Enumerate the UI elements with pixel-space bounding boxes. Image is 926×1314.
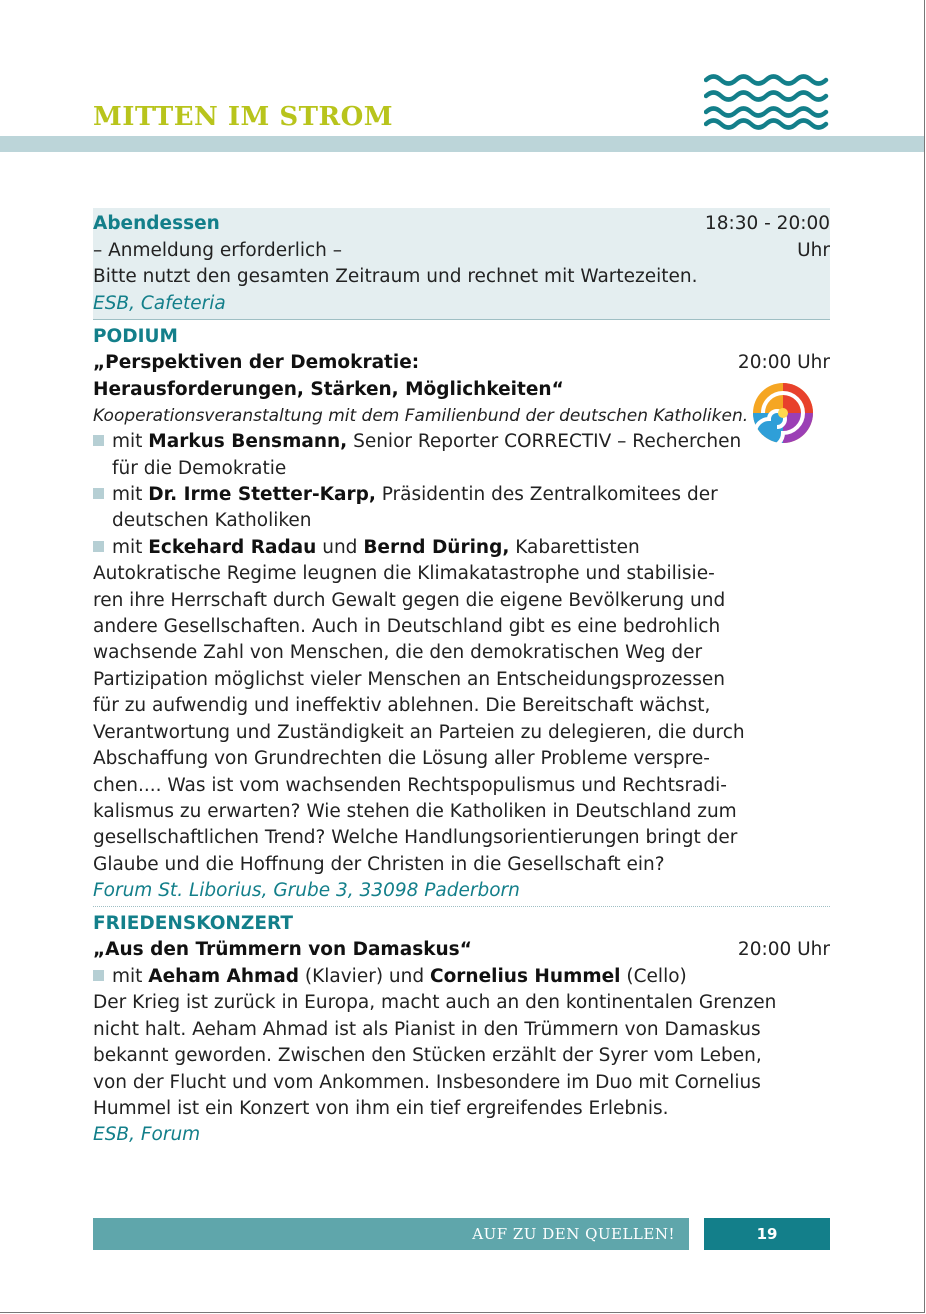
- podium-body-line: Glaube und die Hoffnung der Christen in die Gesellschaft ein?: [93, 854, 665, 875]
- speaker-name: Markus Bensmann,: [148, 431, 348, 452]
- konzert-title: „Aus den Trümmern von Damaskus“: [93, 939, 472, 960]
- podium-body-line: Verantwortung und Zuständigkeit an Parteien zu delegieren, die durch: [93, 722, 745, 743]
- page-header-title: MITTEN IM STROM: [93, 102, 393, 132]
- speaker-join: und: [316, 537, 364, 558]
- podium-body-line: chen.... Was ist vom wachsenden Rechtspopulismus und Rechtsradi-: [93, 775, 727, 796]
- podium-location: Forum St. Liborius, Grube 3, 33098 Paderborn: [93, 880, 520, 901]
- konzert-speaker: [93, 964, 687, 990]
- abendessen-time-unit: Uhr: [797, 240, 830, 261]
- speaker-name: Eckehard Radau: [148, 537, 317, 558]
- abendessen-description: Bitte nutzt den gesamten Zeitraum und rechnet mit Wartezeiten.: [93, 266, 698, 287]
- speaker-name: Dr. Irme Stetter-Karp,: [148, 484, 376, 505]
- speaker-name-2: Bernd Düring,: [363, 537, 510, 558]
- konzert-body-line: Der Krieg ist zurück in Europa, macht auch an den kontinentalen Grenzen: [93, 992, 777, 1013]
- page-number: 19: [704, 1218, 830, 1250]
- podium-time: 20:00 Uhr: [737, 352, 830, 373]
- abendessen-time: 18:30 - 20:00: [704, 213, 830, 234]
- podium-body-line: wachsende Zahl von Menschen, die den demokratischen Weg der: [93, 642, 703, 663]
- konzert-body-line: bekannt geworden. Zwischen den Stücken erzählt der Syrer vom Leben,: [93, 1045, 762, 1066]
- section-divider: [93, 906, 830, 907]
- speaker-name-2: Cornelius Hummel: [430, 966, 621, 987]
- abendessen-note: – Anmeldung erforderlich –: [93, 240, 343, 261]
- podium-speaker-3: [93, 535, 640, 561]
- podium-body-line: kalismus zu erwarten? Wie stehen die Katholiken in Deutschland zum: [93, 801, 737, 822]
- footer-motto: AUF ZU DEN QUELLEN!: [472, 1225, 675, 1243]
- podium-speaker-1-cont: für die Demokratie: [112, 458, 287, 479]
- speaker-prefix: mit: [112, 966, 149, 987]
- speaker-name: Aeham Ahmad: [148, 966, 300, 987]
- podium-speaker-1: [93, 429, 741, 455]
- konzert-location: ESB, Forum: [93, 1124, 201, 1145]
- podium-title-line1: „Perspektiven der Demokratie:: [93, 352, 420, 373]
- podium-body-line: Autokratische Regime leugnen die Klimakatastrophe und stabilisie-: [93, 563, 715, 584]
- header-band: [0, 136, 924, 152]
- podium-body-line: für zu aufwendig und ineffektiv ablehnen. Die Bereitschaft wächst,: [93, 695, 711, 716]
- speaker-role: Senior Reporter CORRECTIV – Recherchen: [347, 431, 742, 452]
- podium-speaker-2-cont: deutschen Katholiken: [112, 510, 312, 531]
- speaker-role: (Cello): [620, 966, 687, 987]
- podium-body-line: Abschaffung von Grundrechten die Lösung aller Probleme verspre-: [93, 748, 710, 769]
- speaker-role: Kabarettisten: [509, 537, 640, 558]
- konzert-body-line: von der Flucht und vom Ankommen. Insbesondere im Duo mit Cornelius: [93, 1072, 761, 1093]
- waves-icon: [704, 72, 830, 130]
- konzert-time: 20:00 Uhr: [737, 939, 830, 960]
- speaker-join: (Klavier) und: [299, 966, 430, 987]
- podium-body-line: ren ihre Herrschaft durch Gewalt gegen die eigene Bevölkerung und: [93, 590, 726, 611]
- podium-body-line: gesellschaftlichen Trend? Welche Handlungsorientierungen bringt der: [93, 827, 738, 848]
- podium-body-line: andere Gesellschaften. Auch in Deutschland gibt es eine bedrohlich: [93, 616, 721, 637]
- square-bullet-icon: [93, 541, 104, 552]
- konzert-body-line: Hummel ist ein Konzert von ihm ein tief ergreifendes Erlebnis.: [93, 1098, 669, 1119]
- podium-body-line: Partizipation möglichst vieler Menschen an Entscheidungsprozessen: [93, 669, 725, 690]
- familienbund-logo: [750, 380, 816, 446]
- square-bullet-icon: [93, 970, 104, 981]
- konzert-body-line: nicht halt. Aeham Ahmad ist als Pianist in den Trümmern von Damaskus: [93, 1019, 761, 1040]
- speaker-role: Präsidentin des Zentralkomitees der: [375, 484, 718, 505]
- square-bullet-icon: [93, 488, 104, 499]
- speaker-prefix: mit: [112, 484, 149, 505]
- abendessen-location: ESB, Cafeteria: [93, 293, 226, 314]
- square-bullet-icon: [93, 435, 104, 446]
- konzert-category: FRIEDENSKONZERT: [93, 913, 294, 934]
- footer-bar: [93, 1218, 689, 1250]
- speaker-prefix: mit: [112, 537, 149, 558]
- speaker-prefix: mit: [112, 431, 149, 452]
- podium-category: PODIUM: [93, 326, 178, 347]
- podium-speaker-2: [93, 482, 718, 508]
- podium-title-line2: Herausforderungen, Stärken, Möglichkeiten“: [93, 379, 564, 400]
- abendessen-title: Abendessen: [93, 213, 220, 234]
- podium-subtitle: Kooperationsveranstaltung mit dem Familienbund der deutschen Katholiken.: [93, 406, 749, 426]
